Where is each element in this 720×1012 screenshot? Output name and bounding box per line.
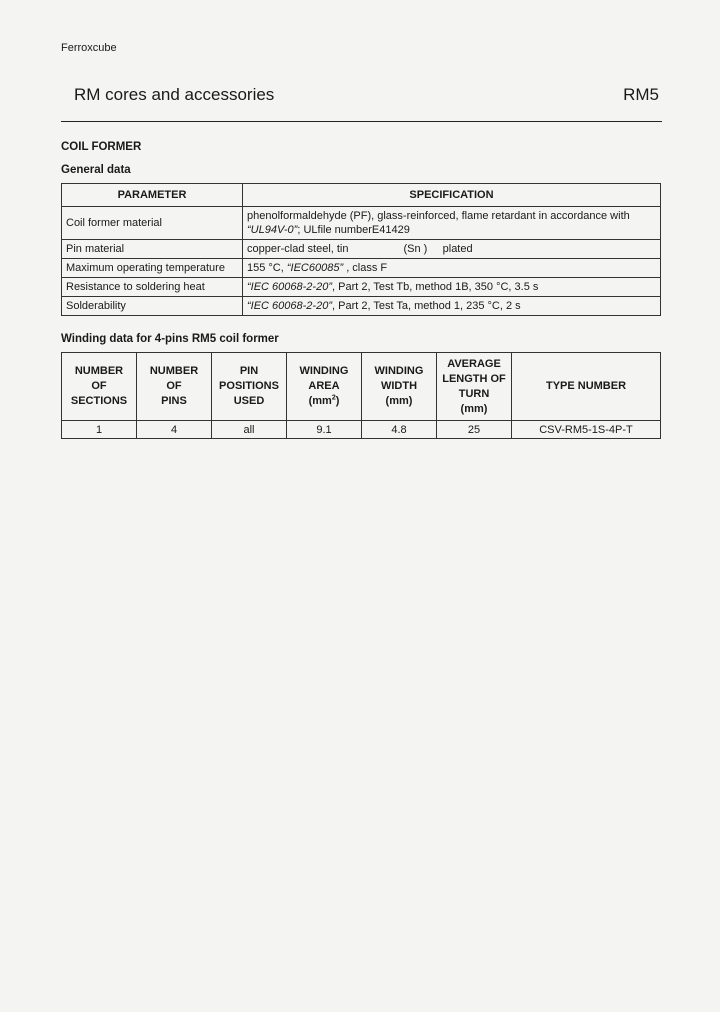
- spec-text: , Part 2, Test Ta, method 1, 235 °C, 2 s: [332, 300, 521, 312]
- standard-ref: “UL94V-0”: [247, 224, 298, 236]
- general-data-title: General data: [61, 164, 131, 176]
- spec-text: [247, 223, 656, 237]
- standard-ref: “IEC 60068-2-20”: [247, 300, 332, 312]
- header-text: NUMBER OF SECTIONS: [70, 365, 128, 407]
- header-text: PIN POSITIONS USED: [219, 365, 279, 407]
- param-cell: Coil former material: [62, 207, 243, 240]
- header-pins: [137, 353, 212, 421]
- spec-cell: [243, 240, 661, 259]
- header-text: [300, 364, 349, 409]
- header-text: WINDING AREA (mm: [299, 365, 349, 407]
- cell-area: 9.1: [287, 421, 362, 439]
- cell-sections: 1: [62, 421, 137, 439]
- standard-ref: “IEC 60068-2-20”: [247, 281, 332, 293]
- cell-pins: 4: [137, 421, 212, 439]
- table-header-row: [62, 184, 661, 207]
- cell-length: 25: [437, 421, 512, 439]
- header-type-number: TYPE NUMBER: [512, 353, 661, 421]
- header-sections: [62, 353, 137, 421]
- table-header-row: [62, 353, 661, 421]
- general-data-table: [61, 183, 661, 316]
- section-title: COIL FORMER: [61, 141, 142, 153]
- param-cell: Resistance to soldering heat: [62, 278, 243, 297]
- table-row: [62, 297, 661, 316]
- spec-text: ; ULfile numberE41429: [297, 224, 410, 236]
- standard-ref: “IEC60085”: [286, 262, 344, 274]
- document-title: RM cores and accessories: [74, 85, 275, 104]
- table-row: [62, 421, 661, 439]
- header-avg-length: [437, 353, 512, 421]
- superscript: 2: [331, 394, 336, 402]
- header-text: WINDING WIDTH (mm): [374, 365, 424, 407]
- header-pin-positions: [212, 353, 287, 421]
- cell-width: 4.8: [362, 421, 437, 439]
- spec-text: , Part 2, Test Tb, method 1B, 350 °C, 3.5 s: [332, 281, 539, 293]
- table-row: [62, 240, 661, 259]
- spec-text: copper-clad steel, tin (Sn ) plated: [247, 243, 473, 255]
- param-cell: Solderability: [62, 297, 243, 316]
- table-row: [62, 278, 661, 297]
- winding-data-table: [61, 352, 661, 439]
- header-winding-width: [362, 353, 437, 421]
- table-row: [62, 259, 661, 278]
- param-cell: Maximum operating temperature: [62, 259, 243, 278]
- spec-cell: [243, 207, 661, 240]
- header-text: AVERAGE LENGTH OF TURN (mm): [442, 357, 506, 415]
- spec-text: phenolformaldehyde (PF), glass-reinforced, flame retardant in accordance with: [247, 210, 630, 222]
- spec-cell: [243, 297, 661, 316]
- winding-data-title: Winding data for 4-pins RM5 coil former: [61, 333, 279, 345]
- header-text: NUMBER OF PINS: [149, 365, 199, 407]
- header-winding-area: [287, 353, 362, 421]
- table-row: [62, 207, 661, 240]
- header-rule: [61, 121, 662, 122]
- header-parameter: PARAMETER: [62, 184, 243, 207]
- header-text: ): [335, 395, 340, 407]
- spec-cell: [243, 259, 661, 278]
- param-cell: Pin material: [62, 240, 243, 259]
- document-code: RM5: [623, 85, 659, 104]
- cell-type-number: CSV-RM5-1S-4P-T: [512, 421, 661, 439]
- spec-text: , class F: [343, 262, 388, 274]
- header-specification: SPECIFICATION: [243, 184, 661, 207]
- cell-positions: all: [212, 421, 287, 439]
- spec-cell: [243, 278, 661, 297]
- company-name: Ferroxcube: [61, 42, 117, 54]
- spec-text: 155 °C,: [247, 262, 287, 274]
